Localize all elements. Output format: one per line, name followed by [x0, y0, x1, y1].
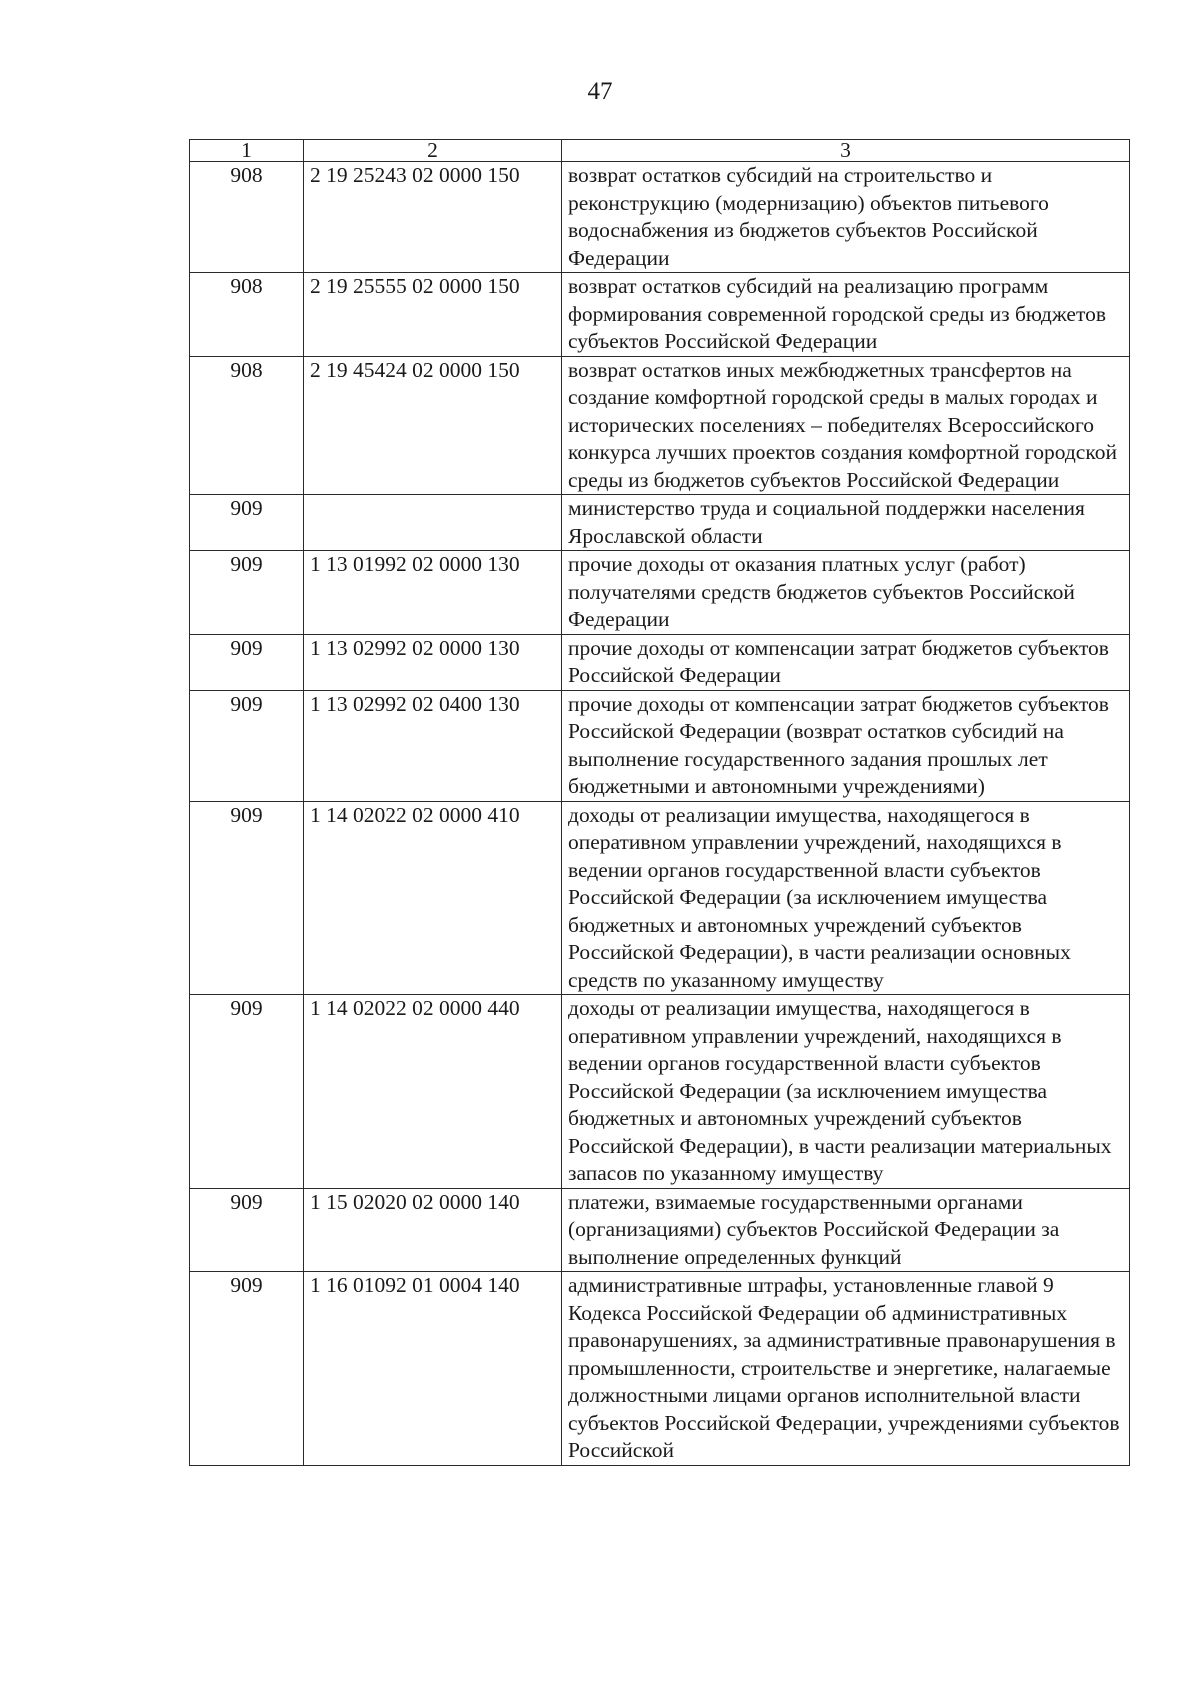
admin-code-cell: 909: [190, 495, 304, 551]
column-header-1: 1: [190, 140, 304, 162]
page-number: 47: [587, 78, 613, 105]
description-cell: платежи, взимаемые государственными органами (организациями) субъектов Российской Федерации за выполнение определенных функций: [562, 1188, 1130, 1272]
budget-code-cell: 1 15 02020 02 0000 140: [304, 1188, 562, 1272]
admin-code-cell: 909: [190, 1272, 304, 1466]
budget-code-cell: 1 14 02022 02 0000 410: [304, 801, 562, 995]
table-row: [190, 995, 1130, 1189]
admin-code-cell: 909: [190, 1188, 304, 1272]
budget-code-cell: 1 13 02992 02 0000 130: [304, 634, 562, 690]
description-cell: доходы от реализации имущества, находящегося в оперативном управлении учреждений, находящихся в ведении органов государственной власти субъектов Российской Федерации (за исключением имущества бюджетных и автономных учреждений субъектов Российской Федерации), в части реализации основных средств по указанному имуществу: [562, 801, 1130, 995]
table-row: [190, 1272, 1130, 1466]
budget-code-cell: 2 19 25243 02 0000 150: [304, 162, 562, 273]
description-cell: возврат остатков субсидий на строительство и реконструкцию (модернизацию) объектов питьевого водоснабжения из бюджетов субъектов Российской Федерации: [562, 162, 1130, 273]
table-row: [190, 162, 1130, 273]
admin-code-cell: 909: [190, 801, 304, 995]
table-row: [190, 356, 1130, 495]
table-row: [190, 634, 1130, 690]
description-cell: доходы от реализации имущества, находящегося в оперативном управлении учреждений, находящихся в ведении органов государственной власти субъектов Российской Федерации (за исключением имущества бюджетных и автономных учреждений субъектов Российской Федерации), в части реализации материальных запасов по указанному имуществу: [562, 995, 1130, 1189]
admin-code-cell: 909: [190, 551, 304, 635]
admin-code-cell: 909: [190, 995, 304, 1189]
admin-code-cell: 909: [190, 690, 304, 801]
admin-code-cell: 908: [190, 273, 304, 357]
table-row: [190, 801, 1130, 995]
budget-code-cell: 1 16 01092 01 0004 140: [304, 1272, 562, 1466]
table-header-row: [190, 140, 1130, 162]
table-row: [190, 551, 1130, 635]
budget-code-cell: 1 14 02022 02 0000 440: [304, 995, 562, 1189]
table-row: [190, 273, 1130, 357]
budget-code-cell: 2 19 45424 02 0000 150: [304, 356, 562, 495]
description-cell: административные штрафы, установленные главой 9 Кодекса Российской Федерации об административных правонарушениях, за административные правонарушения в промышленности, строительстве и энергетике, налагаемые должностными лицами органов исполнительной власти субъектов Российской Федерации, учреждениями субъектов Российской: [562, 1272, 1130, 1466]
budget-code-cell: 1 13 02992 02 0400 130: [304, 690, 562, 801]
budget-code-cell: 1 13 01992 02 0000 130: [304, 551, 562, 635]
column-header-3: 3: [562, 140, 1130, 162]
column-header-2: 2: [304, 140, 562, 162]
table-row: [190, 1188, 1130, 1272]
description-cell: возврат остатков субсидий на реализацию программ формирования современной городской среды из бюджетов субъектов Российской Федерации: [562, 273, 1130, 357]
description-cell: прочие доходы от компенсации затрат бюджетов субъектов Российской Федерации: [562, 634, 1130, 690]
income-codes-table: [189, 139, 1130, 1466]
table-row: [190, 690, 1130, 801]
table-row: [190, 495, 1130, 551]
description-cell: прочие доходы от компенсации затрат бюджетов субъектов Российской Федерации (возврат остатков субсидий на выполнение государственного задания прошлых лет бюджетными и автономными учреждениями): [562, 690, 1130, 801]
budget-code-cell: [304, 495, 562, 551]
budget-code-cell: 2 19 25555 02 0000 150: [304, 273, 562, 357]
description-cell: прочие доходы от оказания платных услуг (работ) получателями средств бюджетов субъектов Российской Федерации: [562, 551, 1130, 635]
description-cell: министерство труда и социальной поддержки населения Ярославской области: [562, 495, 1130, 551]
admin-code-cell: 908: [190, 356, 304, 495]
description-cell: возврат остатков иных межбюджетных трансфертов на создание комфортной городской среды в малых городах и исторических поселениях – победителях Всероссийского конкурса лучших проектов создания комфортной городской среды из бюджетов субъектов Российской Федерации: [562, 356, 1130, 495]
admin-code-cell: 909: [190, 634, 304, 690]
admin-code-cell: 908: [190, 162, 304, 273]
